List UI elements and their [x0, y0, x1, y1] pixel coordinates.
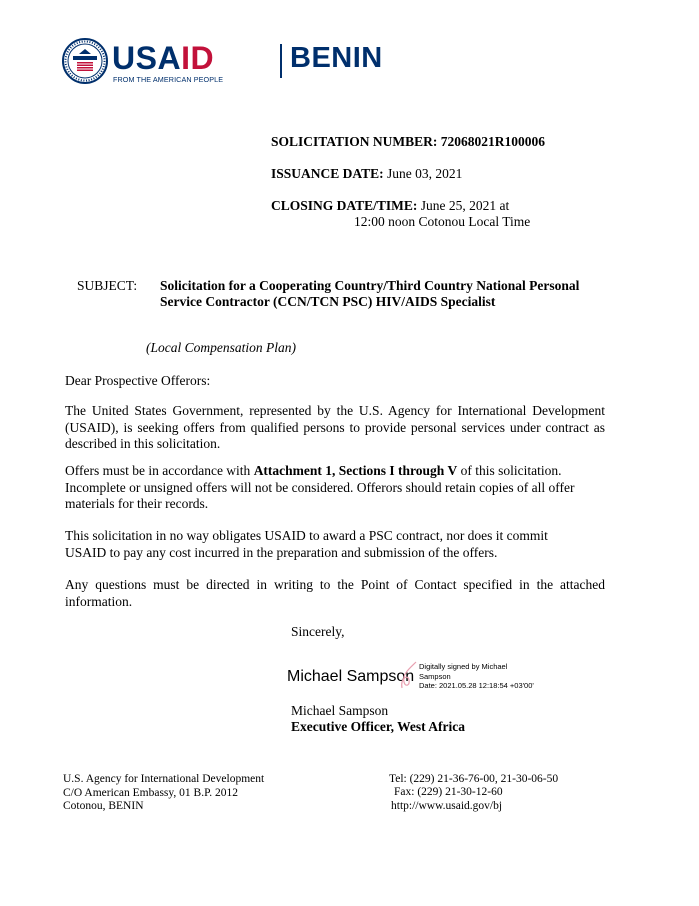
digital-signature-line3: Date: 2021.05.28 12:18:54 +03'00' [419, 681, 534, 690]
paragraph-intro-line2: (USAID), is seeking offers from qualified persons to provide personal services under contract as [65, 419, 605, 435]
footer-fax: Fax: (229) 21-30-12-60 [394, 786, 503, 798]
solicitation-number-label: SOLICITATION NUMBER: [271, 134, 438, 149]
subject-line1: Solicitation for a Cooperating Country/Third Country National Personal [160, 278, 580, 293]
usaid-benin-logo [62, 38, 383, 88]
logo-tagline: FROM THE AMERICAN PEOPLE [113, 75, 224, 84]
logo-divider [280, 44, 282, 78]
closing-sincerely: Sincerely, [291, 624, 345, 639]
usaid-wordmark [112, 40, 214, 77]
closing-date-value-line1: June 25, 2021 at [420, 198, 510, 213]
digital-signature-details [419, 662, 534, 691]
closing-date-label: CLOSING DATE/TIME: [271, 198, 418, 213]
footer-address-line2: C/O American Embassy, 01 B.P. 2012 [63, 786, 238, 799]
paragraph-intro [65, 403, 605, 453]
attachment-reference: Attachment 1, Sections I through V [253, 463, 458, 478]
subject-label: SUBJECT: [77, 278, 138, 293]
paragraph-obligation-line1: This solicitation in no way obligates USAID to award a PSC contract, nor does it commit [65, 528, 548, 543]
paragraph-questions-line2: information. [65, 593, 133, 609]
digital-signature-line1: Digitally signed by Michael [419, 662, 508, 671]
signatory-name: Michael Sampson [291, 703, 389, 718]
paragraph-questions [65, 577, 605, 610]
solicitation-number-value: 72068021R100006 [440, 134, 546, 149]
subject-line2: Service Contractor (CCN/TCN PSC) HIV/AIDS Specialist [160, 294, 496, 309]
paragraph-intro-line3: described in this solicitation. [65, 436, 221, 451]
paragraph-requirements-line2: Incomplete or unsigned offers will not be considered. Offerors should retain copies of all offer [65, 479, 575, 495]
usaid-seal-icon [62, 38, 108, 84]
paragraph-questions-line1: Any questions must be directed in writing to the Point of Contact specified in the attached [65, 577, 605, 592]
issuance-date-label: ISSUANCE DATE: [271, 166, 384, 181]
compensation-plan: (Local Compensation Plan) [146, 340, 296, 355]
paragraph-obligation [65, 528, 605, 561]
logo-country: BENIN [290, 42, 383, 74]
footer-url[interactable]: http://www.usaid.gov/bj [391, 800, 503, 812]
closing-date-value-line2: 12:00 noon Cotonou Local Time [354, 214, 531, 229]
issuance-date-value: June 03, 2021 [387, 166, 463, 181]
paragraph-obligation-line2: USAID to pay any cost incurred in the preparation and submission of the offers. [65, 544, 498, 560]
footer-address [63, 773, 264, 814]
footer-tel: Tel: (229) 21-36-76-00, 21-30-06-50 [389, 773, 559, 785]
signatory-title: Executive Officer, West Africa [291, 719, 465, 734]
paragraph-requirements [65, 463, 605, 513]
issuance-date [271, 166, 462, 183]
digital-signature-line2: Sampson [419, 671, 451, 681]
usaid-wordmark-usa: USA [112, 40, 182, 76]
footer-address-line1: U.S. Agency for International Development [63, 773, 265, 785]
closing-date [271, 198, 509, 215]
paragraph-requirements-line1 [65, 463, 605, 480]
usaid-wordmark-id: ID [181, 40, 215, 76]
requirements-prefix: Offers must be in accordance with [65, 463, 254, 478]
paragraph-intro-line1: The United States Government, represented by the U.S. Agency for International Development [65, 403, 605, 418]
footer-address-line3: Cotonou, BENIN [63, 800, 144, 812]
solicitation-number [271, 134, 545, 151]
paragraph-requirements-line3: materials for their records. [65, 496, 209, 511]
digital-signature-name: Michael Sampson [287, 668, 415, 685]
salutation: Dear Prospective Offerors: [65, 373, 211, 388]
requirements-suffix: of this solicitation. [457, 463, 562, 478]
